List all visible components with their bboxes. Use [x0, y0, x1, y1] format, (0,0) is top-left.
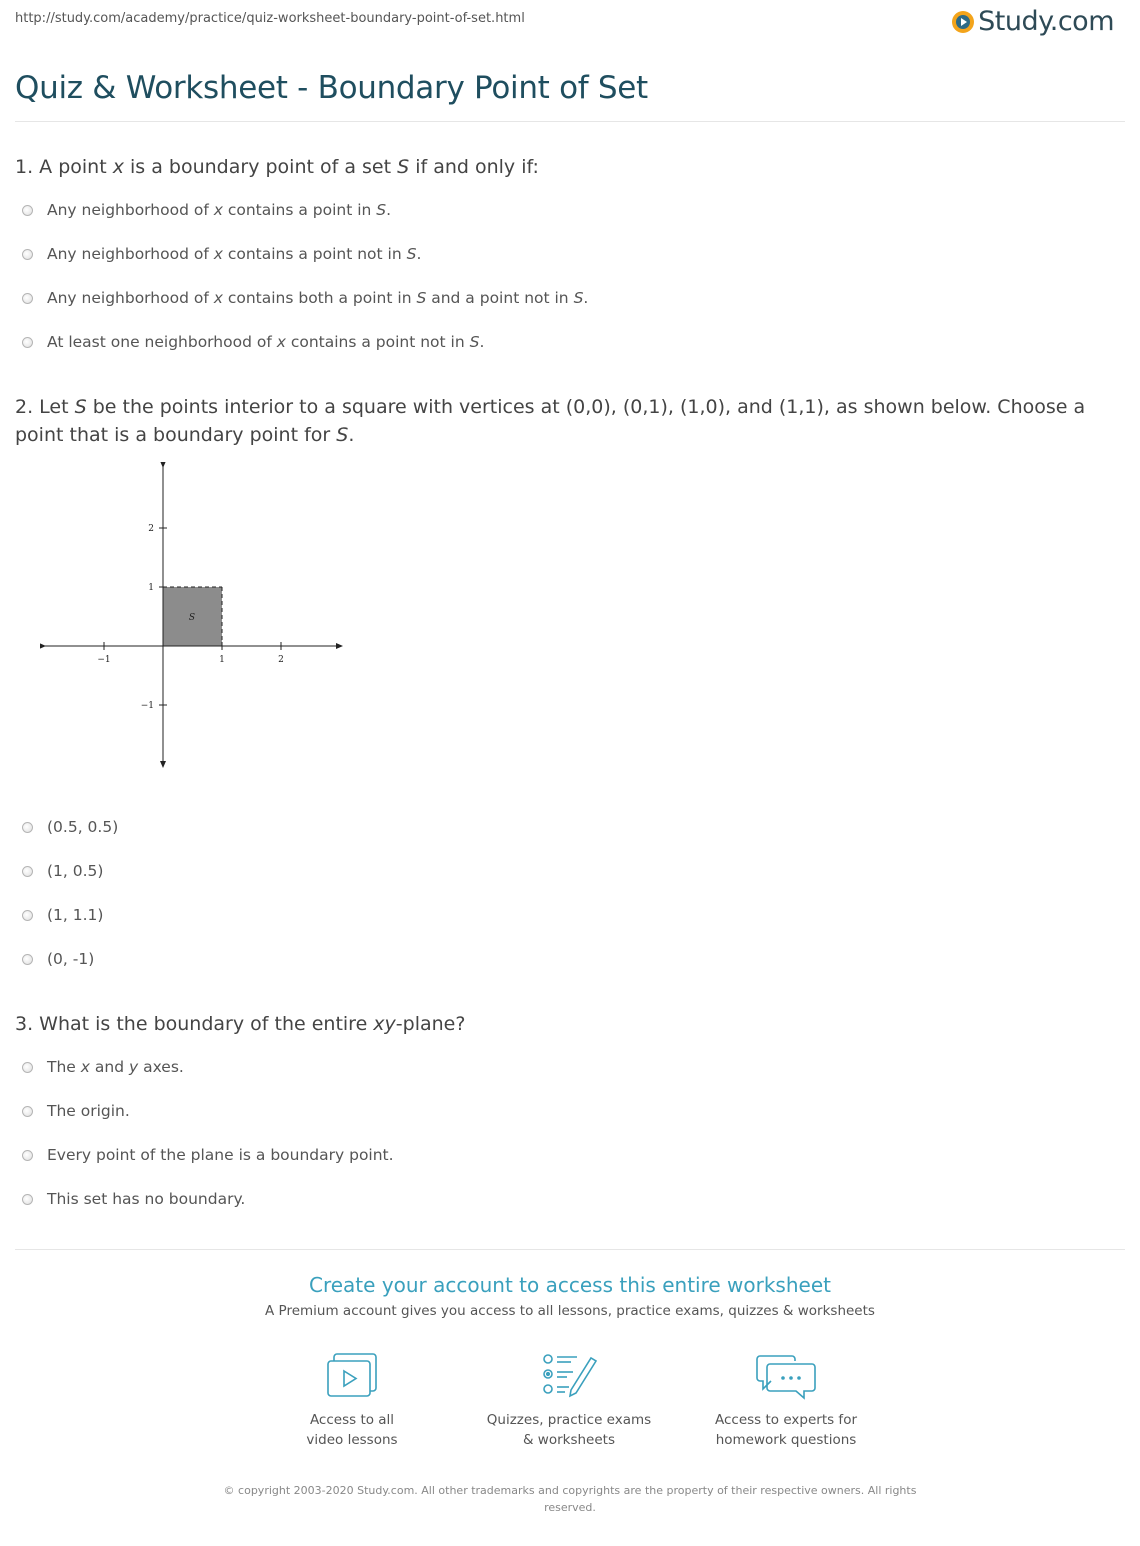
- chat-experts-icon: [754, 1352, 818, 1400]
- option-text: The origin.: [47, 1102, 130, 1120]
- radio-button[interactable]: [22, 293, 33, 304]
- math-variable: S: [573, 289, 584, 307]
- radio-button[interactable]: [22, 954, 33, 965]
- option-text: (0.5, 0.5): [47, 818, 119, 836]
- option-text: Any neighborhood of x contains a point not in S.: [47, 245, 422, 263]
- radio-button[interactable]: [22, 1062, 33, 1073]
- cta-subtitle: A Premium account gives you access to all lessons, practice exams, quizzes & worksheets: [265, 1303, 875, 1319]
- radio-button[interactable]: [22, 1106, 33, 1117]
- y-tick-label: 1: [148, 583, 154, 593]
- option-text: The x and y axes.: [47, 1058, 184, 1076]
- feature-video-lessons: [252, 1352, 452, 1450]
- math-variable: S: [416, 289, 427, 307]
- math-variable: S: [376, 201, 387, 219]
- option-text: At least one neighborhood of x contains a point not in S.: [47, 333, 485, 351]
- option-1d[interactable]: [22, 331, 484, 353]
- radio-button[interactable]: [22, 249, 33, 260]
- question-number: 1.: [15, 156, 40, 178]
- math-variable: S: [469, 333, 480, 351]
- cta-title[interactable]: Create your account to access this entire worksheet: [309, 1273, 831, 1297]
- study-logo[interactable]: [952, 6, 1114, 37]
- logo-text: Study.com: [978, 6, 1114, 37]
- radio-button[interactable]: [22, 337, 33, 348]
- x-tick-label: 2: [278, 655, 284, 665]
- question-3: 3. What is the boundary of the entire xy-plane?: [15, 1013, 466, 1035]
- math-variable: x: [112, 156, 124, 178]
- page-url: http://study.com/academy/practice/quiz-worksheet-boundary-point-of-set.html: [15, 11, 525, 26]
- region-label: S: [188, 613, 196, 623]
- question-number: 2.: [15, 396, 40, 418]
- radio-button[interactable]: [22, 1194, 33, 1205]
- option-2b[interactable]: [22, 860, 103, 882]
- math-variable: x: [213, 201, 223, 219]
- feature-label: Access to all video lessons: [306, 1412, 398, 1448]
- radio-button[interactable]: [22, 205, 33, 216]
- option-3d[interactable]: [22, 1188, 245, 1210]
- play-logo-icon: [952, 11, 974, 33]
- math-variable: S: [74, 396, 87, 418]
- y-tick-label: −1: [140, 701, 154, 711]
- quiz-checklist-icon: [541, 1352, 597, 1400]
- radio-button[interactable]: [22, 910, 33, 921]
- y-tick-label: 2: [148, 524, 154, 534]
- option-3b[interactable]: [22, 1100, 130, 1122]
- math-variable: x: [80, 1058, 90, 1076]
- feature-quizzes: [469, 1352, 669, 1450]
- x-tick-label: −1: [97, 655, 111, 665]
- radio-button[interactable]: [22, 822, 33, 833]
- math-variable: S: [406, 245, 417, 263]
- math-variable: x: [276, 333, 286, 351]
- option-3a[interactable]: [22, 1056, 184, 1078]
- coordinate-graph: [40, 462, 350, 772]
- copyright: © copyright 2003-2020 Study.com. All other trademarks and copyrights are the property of their respective owners. All rights reserved.: [223, 1484, 917, 1514]
- option-3c[interactable]: [22, 1144, 394, 1166]
- option-2a[interactable]: [22, 816, 118, 838]
- math-variable: S: [336, 424, 349, 446]
- option-text: Any neighborhood of x contains both a point in S and a point not in S.: [47, 289, 589, 307]
- option-text: (1, 1.1): [47, 906, 104, 924]
- option-1a[interactable]: [22, 199, 391, 221]
- title-divider: [15, 121, 1125, 122]
- math-variable: x: [213, 289, 223, 307]
- math-variable: xy: [373, 1013, 396, 1035]
- feature-experts: [686, 1352, 886, 1450]
- feature-label: Quizzes, practice exams & worksheets: [486, 1412, 652, 1448]
- math-variable: y: [128, 1058, 139, 1076]
- math-variable: S: [397, 156, 410, 178]
- radio-button[interactable]: [22, 866, 33, 877]
- option-1c[interactable]: [22, 287, 588, 309]
- question-number: 3.: [15, 1013, 40, 1035]
- option-text: Every point of the plane is a boundary point.: [47, 1146, 394, 1164]
- option-text: (0, -1): [47, 950, 95, 968]
- question-2: 2. Let S be the points interior to a square with vertices at (0,0), (0,1), (1,0), and (1,1), as shown below. Choose a point that is a boundary point for S.: [15, 396, 1086, 446]
- option-text: (1, 0.5): [47, 862, 104, 880]
- cta-divider: [15, 1249, 1125, 1250]
- radio-button[interactable]: [22, 1150, 33, 1161]
- option-text: This set has no boundary.: [47, 1190, 246, 1208]
- option-2c[interactable]: [22, 904, 103, 926]
- option-2d[interactable]: [22, 948, 94, 970]
- page-title: Quiz & Worksheet - Boundary Point of Set: [15, 70, 648, 106]
- option-1b[interactable]: [22, 243, 421, 265]
- feature-label: Access to experts for homework questions: [714, 1412, 857, 1448]
- math-variable: x: [213, 245, 223, 263]
- video-lessons-icon: [324, 1352, 380, 1400]
- x-tick-label: 1: [219, 655, 225, 665]
- question-1: 1. A point x is a boundary point of a set S if and only if:: [15, 156, 539, 178]
- option-text: Any neighborhood of x contains a point in S.: [47, 201, 392, 219]
